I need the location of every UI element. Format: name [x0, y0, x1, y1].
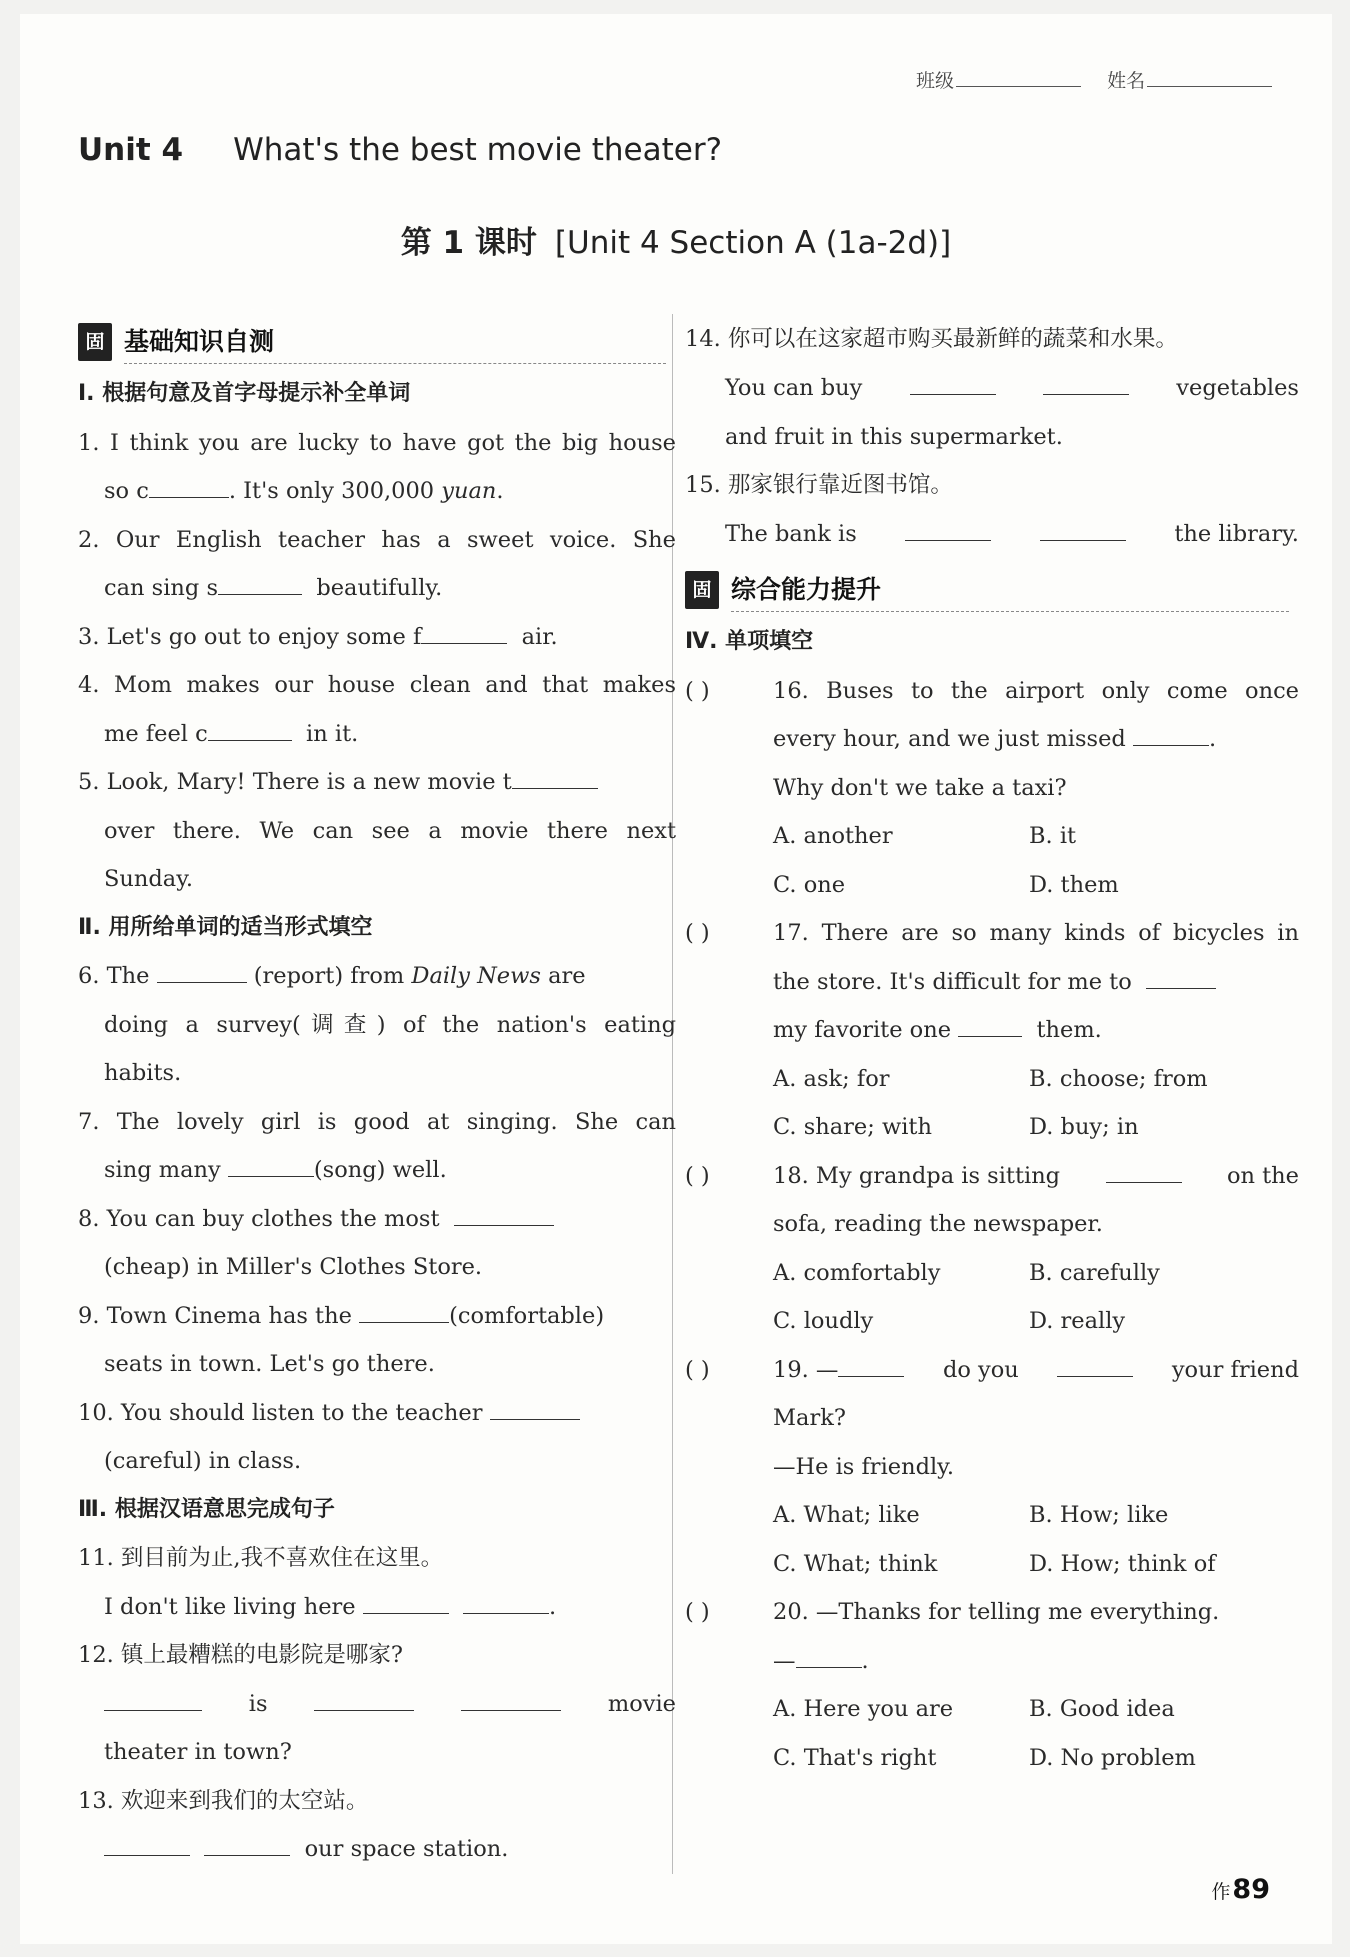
question-text: 15. 那家银行靠近图书馆。: [685, 472, 953, 498]
option-c[interactable]: C. What; think: [773, 1550, 938, 1577]
question-text: I don't like living here .: [78, 1583, 676, 1632]
answer-blank[interactable]: [1106, 1157, 1182, 1183]
question-text: me feel c in it.: [78, 710, 676, 759]
answer-blank[interactable]: [1040, 515, 1126, 541]
question-text: 5. Look, Mary! There is a new movie t: [78, 758, 676, 807]
question-text: —He is friendly.: [773, 1453, 955, 1480]
option-a[interactable]: A. comfortably: [773, 1259, 941, 1286]
question-text: so c . It's only 300,000 yuan.: [78, 467, 676, 516]
unit-title: [78, 132, 722, 168]
question-text: 12. 镇上最糟糕的电影院是哪家?: [78, 1642, 403, 1668]
question-text: 13. 欢迎来到我们的太空站。: [78, 1787, 369, 1814]
question-text: 6. The (report) from Daily News are: [78, 952, 676, 1001]
question-text: 7. The lovely girl is good at singing. She can: [78, 1108, 676, 1135]
question-text: 8. You can buy clothes the most: [78, 1195, 676, 1244]
question-row: ( ) 19. — do you your friend: [685, 1346, 1299, 1395]
answer-blank[interactable]: [149, 472, 229, 498]
question-text: and fruit in this supermarket.: [725, 423, 1063, 450]
question-text: 4. Mom makes our house clean and that makes: [78, 672, 676, 698]
answer-blank[interactable]: [454, 1200, 554, 1226]
option-d[interactable]: D. No problem: [1029, 1744, 1196, 1771]
question-text: my favorite one them.: [685, 1006, 1299, 1055]
option-a[interactable]: A. What; like: [773, 1502, 920, 1528]
section-heading-advanced: 固 综合能力提升: [685, 562, 1299, 618]
option-c[interactable]: C. share; with: [773, 1114, 932, 1140]
lesson-section: [Unit 4 Section A (1a-2d)]: [554, 225, 952, 261]
answer-blank[interactable]: [104, 1830, 190, 1856]
left-column: [78, 314, 676, 1874]
answer-blank[interactable]: [363, 1588, 449, 1614]
question-text: our space station.: [78, 1825, 676, 1874]
unit-label: Unit 4: [78, 132, 184, 168]
question-text: You can buy vegetables: [685, 364, 1299, 413]
question-text: the store. It's difficult for me to: [685, 958, 1299, 1007]
worksheet-page: [20, 14, 1332, 1944]
option-d[interactable]: D. buy; in: [1029, 1114, 1139, 1140]
lesson-number: 第 1 课时: [400, 225, 537, 261]
options-row: [685, 1491, 1299, 1540]
answer-blank[interactable]: [228, 1151, 314, 1177]
question-text: sofa, reading the newspaper.: [773, 1211, 1103, 1237]
part-heading: Ⅱ. 用所给单词的适当形式填空: [78, 914, 373, 940]
options-row: [685, 812, 1299, 861]
question-text: (cheap) in Miller's Clothes Store.: [104, 1254, 483, 1280]
options-row: [685, 1249, 1299, 1298]
answer-blank[interactable]: [1057, 1351, 1133, 1377]
question-text: habits.: [104, 1060, 182, 1086]
answer-blank[interactable]: [1043, 369, 1129, 395]
option-a[interactable]: A. another: [773, 823, 893, 849]
answer-blank[interactable]: [208, 715, 292, 741]
answer-blank[interactable]: [104, 1685, 202, 1711]
answer-blank[interactable]: [490, 1394, 580, 1420]
name-field[interactable]: 姓名: [1107, 66, 1272, 93]
unit-subtitle: What's the best movie theater?: [233, 132, 723, 168]
question-text: can sing s beautifully.: [78, 564, 676, 613]
answer-blank[interactable]: [463, 1588, 549, 1614]
question-row: ( ) 17. There are so many kinds of bicycles in: [685, 909, 1299, 958]
answer-blank[interactable]: [512, 763, 598, 789]
question-text: — .: [685, 1637, 1299, 1686]
question-text: over there. We can see a movie there next: [104, 817, 676, 844]
answer-blank[interactable]: [905, 515, 991, 541]
question-text: seats in town. Let's go there.: [104, 1351, 435, 1377]
option-c[interactable]: C. loudly: [773, 1308, 874, 1334]
answer-bracket[interactable]: ( ): [685, 1356, 710, 1383]
answer-blank[interactable]: [421, 618, 507, 644]
option-d[interactable]: D. really: [1029, 1308, 1126, 1334]
class-field[interactable]: 班级: [916, 66, 1081, 93]
question-text: theater in town?: [104, 1739, 292, 1765]
question-text: Sunday.: [104, 866, 194, 892]
answer-bracket[interactable]: ( ): [685, 1599, 710, 1625]
section-badge-icon: 固: [78, 323, 112, 361]
options-row: [685, 1540, 1299, 1589]
question-text: doing a survey(调查) of the nation's eating: [104, 1011, 676, 1038]
question-text: 11. 到目前为止,我不喜欢住在这里。: [78, 1545, 444, 1571]
question-text: sing many (song) well.: [78, 1146, 676, 1195]
option-c[interactable]: C. That's right: [773, 1744, 937, 1771]
question-text: 2. Our English teacher has a sweet voice. She: [78, 526, 676, 553]
options-row: [685, 1685, 1299, 1734]
option-a[interactable]: A. Here you are: [773, 1696, 954, 1722]
options-row: [685, 1055, 1299, 1104]
answer-blank[interactable]: [314, 1685, 414, 1711]
question-text: every hour, and we just missed .: [685, 715, 1299, 764]
option-d[interactable]: D. How; think of: [1029, 1550, 1216, 1577]
options-row: [685, 1103, 1299, 1152]
option-b[interactable]: B. choose; from: [1029, 1065, 1208, 1092]
right-column: [685, 314, 1299, 1782]
answer-blank[interactable]: [157, 957, 247, 983]
option-a[interactable]: A. ask; for: [773, 1065, 890, 1092]
answer-blank[interactable]: [461, 1685, 561, 1711]
options-row: [685, 1734, 1299, 1783]
options-row: [685, 861, 1299, 910]
question-text: The bank is the library.: [685, 510, 1299, 559]
option-b[interactable]: B. How; like: [1029, 1502, 1169, 1528]
question-text: Mark?: [773, 1405, 846, 1431]
option-d[interactable]: D. them: [1029, 871, 1119, 898]
question-row: ( ) 16. Buses to the airport only come once: [685, 667, 1299, 716]
option-b[interactable]: B. Good idea: [1029, 1696, 1175, 1722]
answer-bracket[interactable]: ( ): [685, 1162, 710, 1189]
answer-blank[interactable]: [204, 1830, 290, 1856]
answer-blank[interactable]: [1146, 963, 1216, 989]
question-row: ( ) 20. —Thanks for telling me everything.: [685, 1588, 1299, 1637]
question-text: 14. 你可以在这家超市购买最新鲜的蔬菜和水果。: [685, 326, 1178, 352]
answer-blank[interactable]: [359, 1297, 449, 1323]
question-text: 1. I think you are lucky to have got the big house: [78, 429, 676, 456]
answer-bracket[interactable]: ( ): [685, 920, 710, 946]
section-badge-icon: 固: [685, 571, 719, 609]
question-text: 10. You should listen to the teacher: [78, 1389, 676, 1438]
answer-blank[interactable]: [1133, 720, 1209, 746]
question-text: 9. Town Cinema has the (comfortable): [78, 1292, 676, 1341]
part-heading: Ⅰ. 根据句意及首字母提示补全单词: [78, 381, 411, 406]
answer-blank[interactable]: [218, 569, 302, 595]
answer-blank[interactable]: [958, 1011, 1022, 1037]
answer-bracket[interactable]: ( ): [685, 677, 710, 704]
page-number: 作89: [1211, 1874, 1270, 1905]
option-b[interactable]: B. carefully: [1029, 1259, 1160, 1286]
option-b[interactable]: B. it: [1029, 823, 1077, 849]
part-heading: Ⅳ. 单项填空: [685, 629, 814, 654]
answer-blank[interactable]: [796, 1642, 862, 1668]
option-c[interactable]: C. one: [773, 871, 846, 898]
answer-blank[interactable]: [838, 1351, 904, 1377]
lesson-title: [20, 217, 1332, 262]
answer-blank[interactable]: [910, 369, 996, 395]
section-heading-basics: 固 基础知识自测: [78, 314, 676, 370]
part-heading: Ⅲ. 根据汉语意思完成句子: [78, 1496, 335, 1522]
question-text: 3. Let's go out to enjoy some f air.: [78, 613, 676, 662]
student-info-fields: [916, 66, 1292, 93]
question-text: is movie: [78, 1680, 676, 1729]
question-text: Why don't we take a taxi?: [773, 774, 1067, 801]
question-row: ( ) 18. My grandpa is sitting on the: [685, 1152, 1299, 1201]
options-row: [685, 1297, 1299, 1346]
question-text: (careful) in class.: [104, 1448, 302, 1474]
